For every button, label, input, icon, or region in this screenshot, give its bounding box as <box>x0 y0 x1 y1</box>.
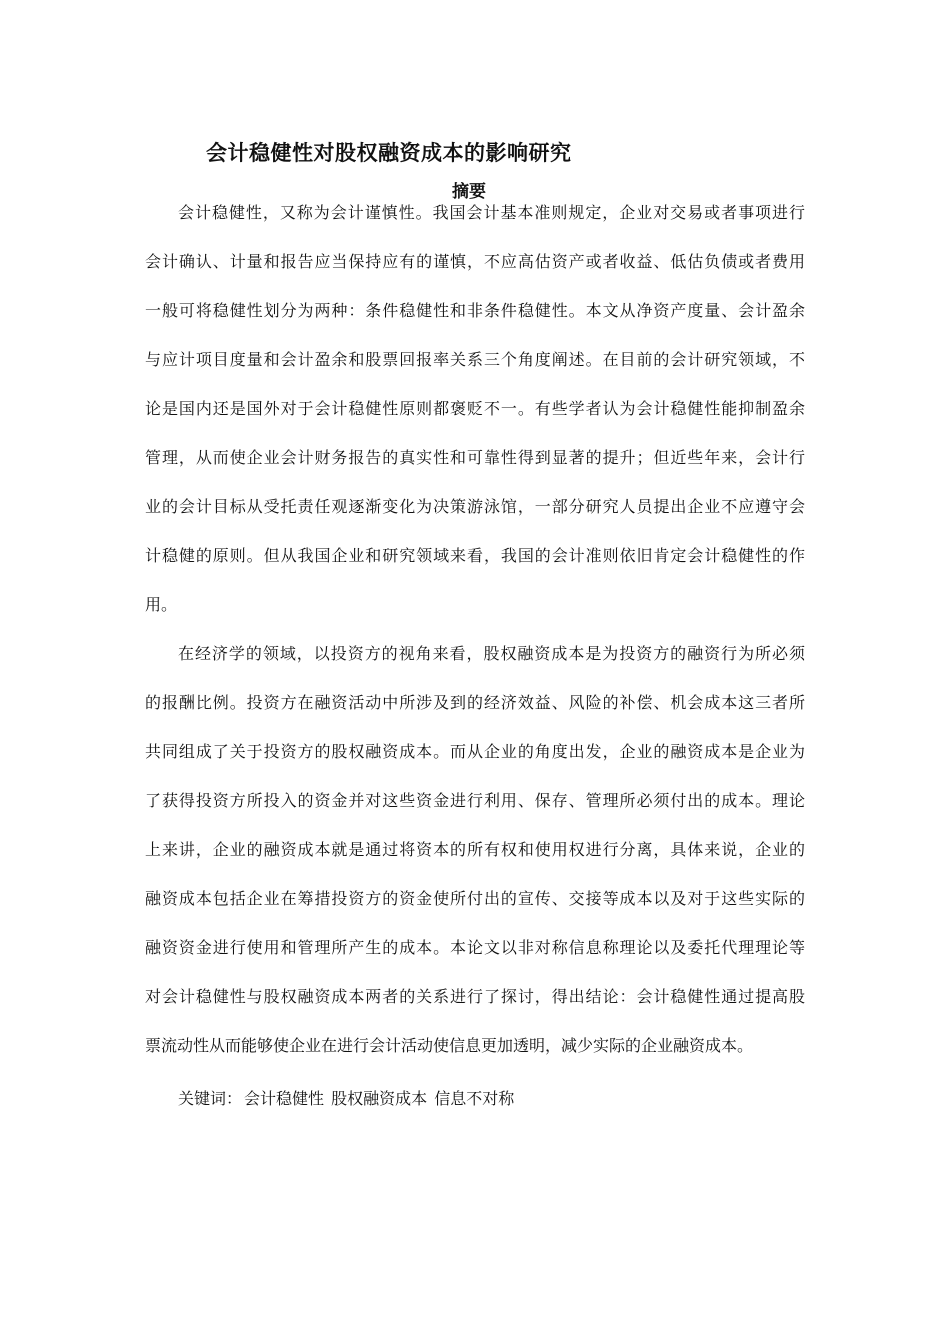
abstract-body <box>145 200 805 1082</box>
keywords <box>178 1086 514 1109</box>
abstract-line: 融资成本包括企业在筹措投资方的资金使所付出的宣传、交接等成本以及对于这些实际的 <box>145 889 805 908</box>
keyword-item: 股权融资成本 <box>331 1089 428 1108</box>
abstract-line: 共同组成了关于投资方的股权融资成本。而从企业的角度出发，企业的融资成本是企业为 <box>145 742 805 761</box>
abstract-line: 了获得投资方所投入的资金并对这些资金进行利用、保存、管理所必须付出的成本。理论 <box>145 791 805 810</box>
abstract-line: 论是国内还是国外对于会计稳健性原则都褒贬不一。有些学者认为会计稳健性能抑制盈余 <box>145 399 805 418</box>
abstract-line: 一般可将稳健性划分为两种：条件稳健性和非条件稳健性。本文从净资产度量、会计盈余 <box>145 301 805 320</box>
abstract-line: 的报酬比例。投资方在融资活动中所涉及到的经济效益、风险的补偿、机会成本这三者所 <box>145 693 805 712</box>
abstract-line: 在经济学的领域，以投资方的视角来看，股权融资成本是为投资方的融资行为所必须 <box>178 644 805 663</box>
abstract-line: 业的会计目标从受托责任观逐渐变化为决策游泳馆，一部分研究人员提出企业不应遵守会 <box>145 497 805 516</box>
abstract-heading: 摘要 <box>452 182 486 202</box>
abstract-line: 上来讲，企业的融资成本就是通过将资本的所有权和使用权进行分离，具体来说，企业的 <box>145 840 805 859</box>
abstract-line: 对会计稳健性与股权融资成本两者的关系进行了探讨，得出结论：会计稳健性通过提高股 <box>145 987 805 1006</box>
abstract-line: 计稳健的原则。但从我国企业和研究领域来看，我国的会计准则依旧肯定会计稳健性的作 <box>145 546 805 565</box>
keywords-label: 关键词： <box>178 1089 243 1108</box>
abstract-line: 融资资金进行使用和管理所产生的成本。本论文以非对称信息称理论以及委托代理理论等 <box>145 938 805 957</box>
abstract-line: 管理，从而使企业会计财务报告的真实性和可靠性得到显著的提升；但近些年来，会计行 <box>145 448 805 467</box>
keyword-item: 信息不对称 <box>434 1089 515 1108</box>
abstract-line: 用。 <box>145 595 178 614</box>
abstract-line: 会计稳健性，又称为会计谨慎性。我国会计基本准则规定，企业对交易或者事项进行 <box>178 203 805 222</box>
abstract-line: 会计确认、计量和报告应当保持应有的谨慎，不应高估资产或者收益、低估负债或者费用 <box>145 252 805 271</box>
keyword-item: 会计稳健性 <box>244 1089 325 1108</box>
abstract-line: 与应计项目度量和会计盈余和股票回报率关系三个角度阐述。在目前的会计研究领域，不 <box>145 350 805 369</box>
document-title: 会计稳健性对股权融资成本的影响研究 <box>206 141 572 165</box>
abstract-line: 票流动性从而能够使企业在进行会计活动使信息更加透明，减少实际的企业融资成本。 <box>145 1036 754 1055</box>
